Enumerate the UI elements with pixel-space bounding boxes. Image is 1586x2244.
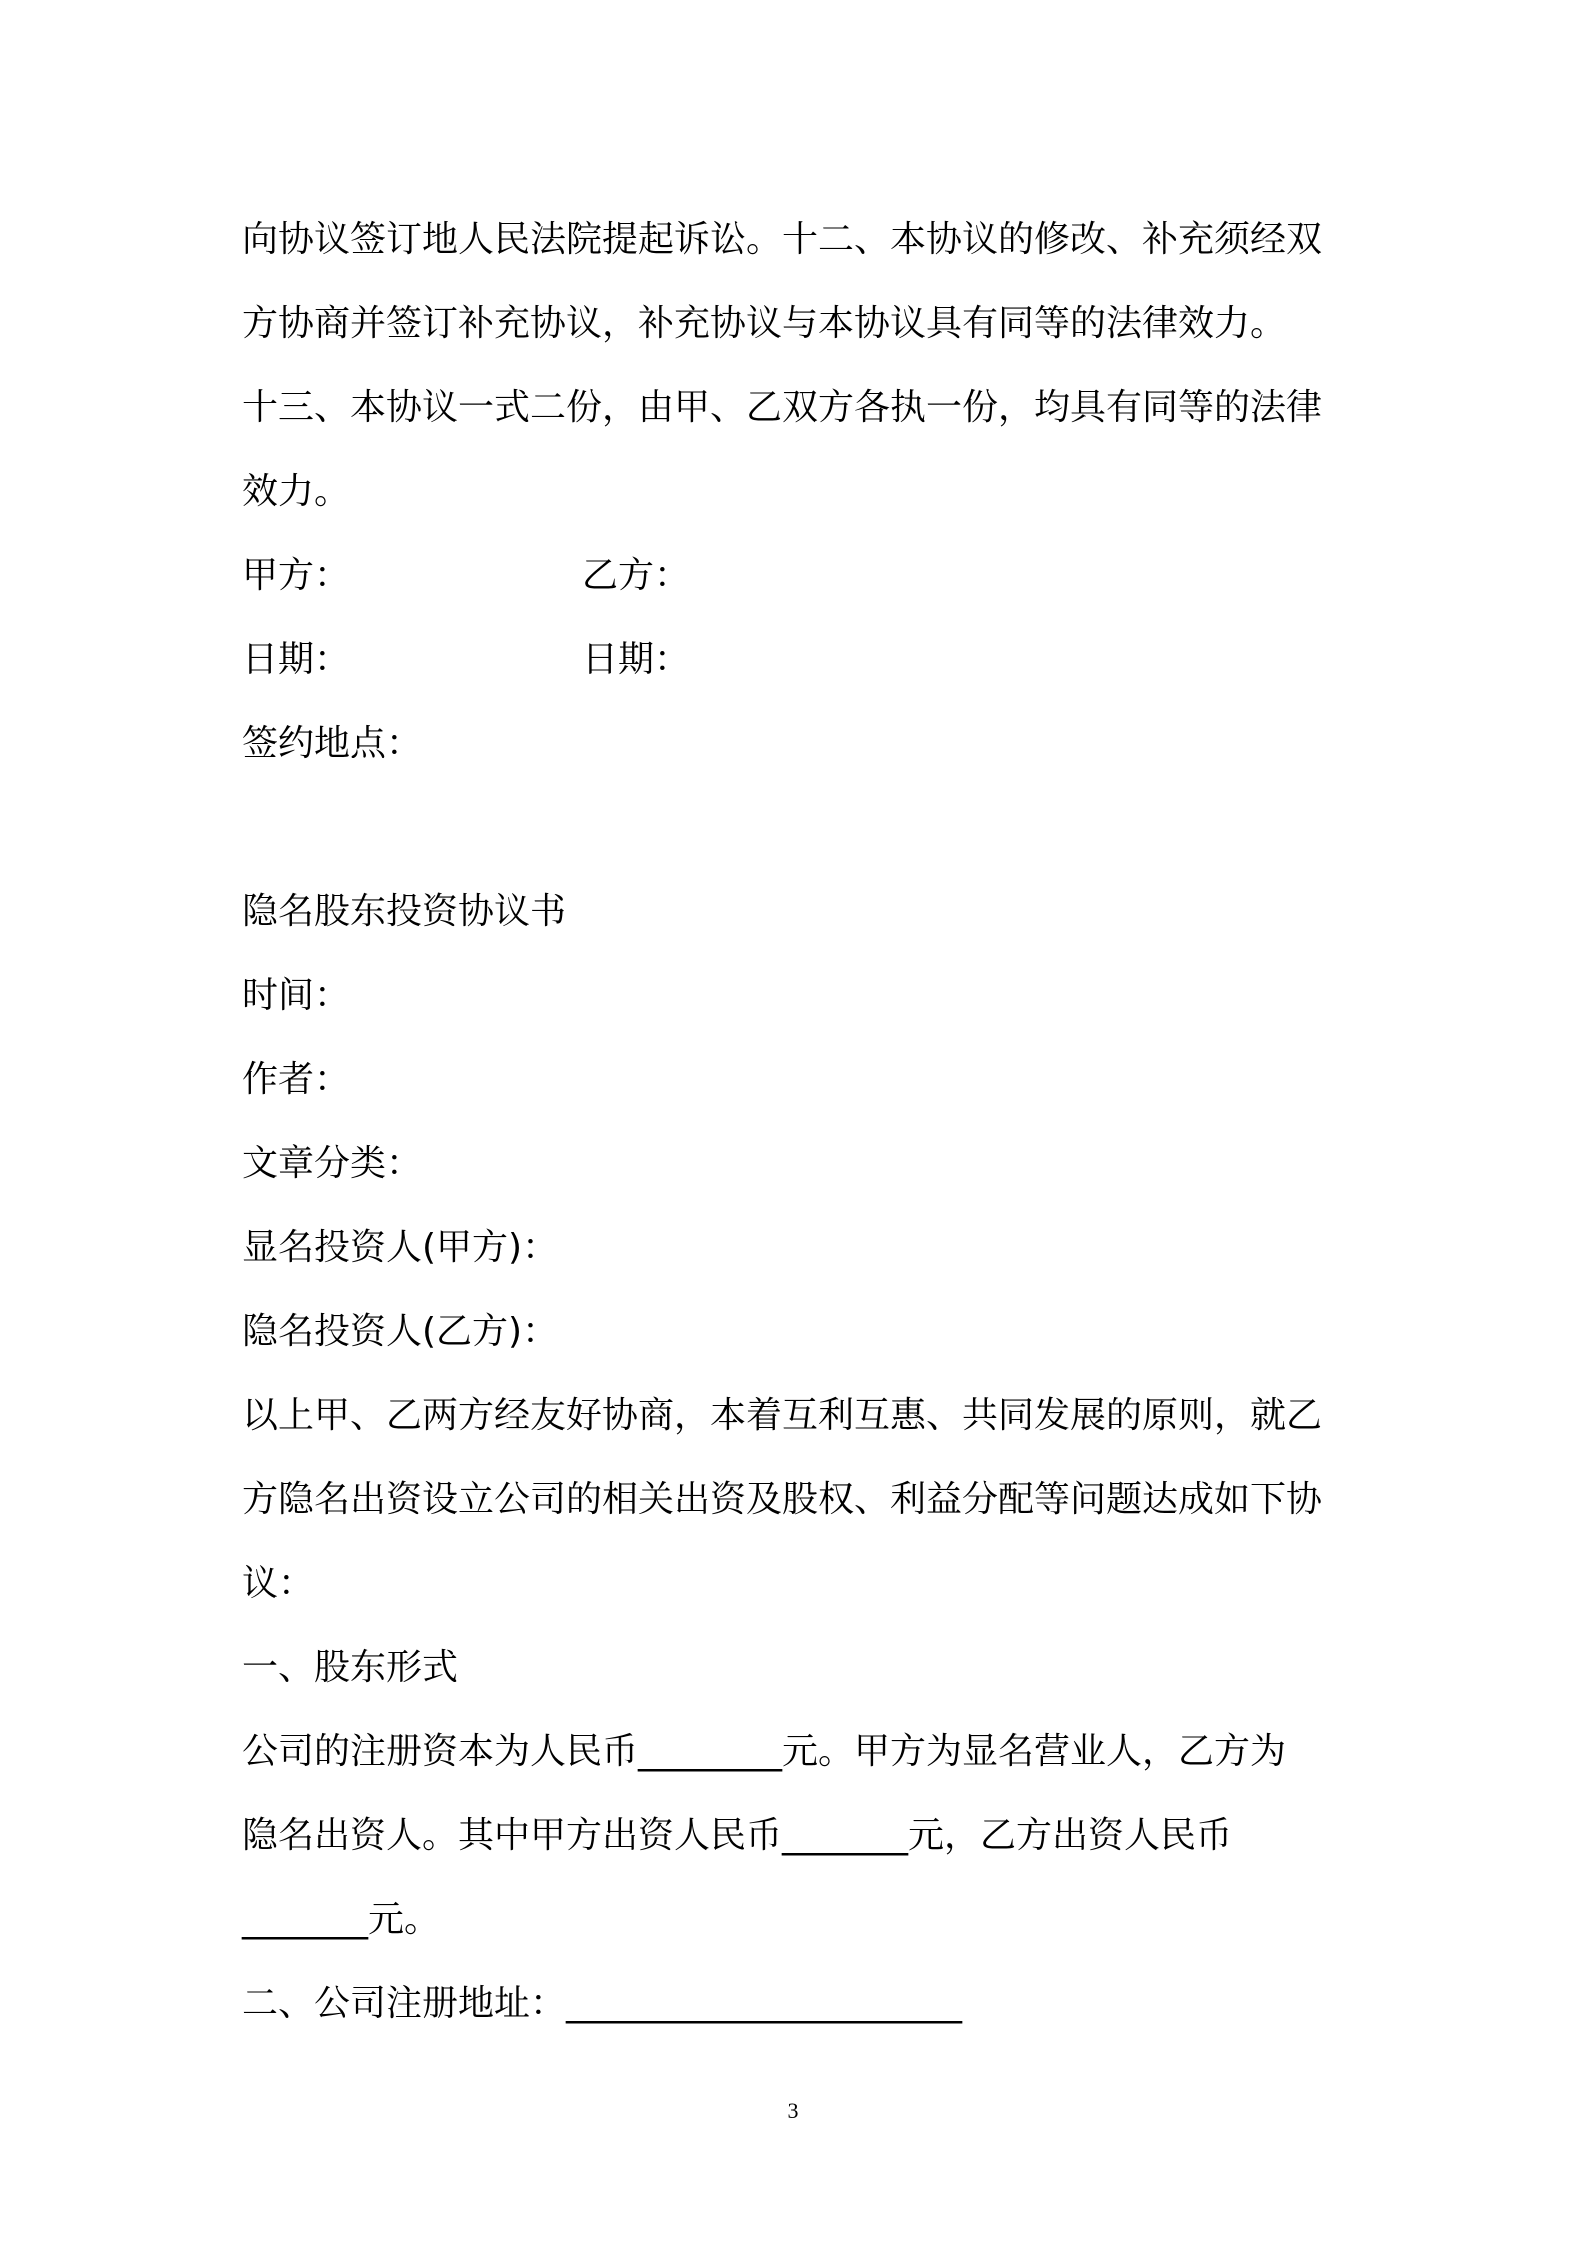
date-a-label: 日期：: [242, 639, 351, 680]
time-label: 时间：: [242, 975, 351, 1016]
document-body: [242, 198, 1362, 2046]
paragraph-line: 十三、本协议一式二份，由甲、乙双方各执一份，均具有同等的法律: [242, 387, 1323, 428]
date-b-label: 日期：: [582, 639, 691, 680]
party-b-label: 隐名投资人(乙方)：: [242, 1311, 559, 1352]
party-a-signature-label: 甲方：: [242, 555, 351, 596]
section-gap: [242, 786, 1362, 870]
paragraph-line: 方协商并签订补充协议，补充协议与本协议具有同等的法律效力。: [242, 303, 1287, 344]
agreement-title: 隐名股东投资协议书: [242, 891, 567, 932]
intro-line: 以上甲、乙两方经友好协商，本着互利互惠、共同发展的原则，就乙: [242, 1395, 1323, 1436]
intro-line: 议：: [242, 1563, 315, 1604]
section2-line: 二、公司注册地址：______________________: [242, 1983, 963, 2024]
page-number: 3: [787, 2098, 799, 2123]
party-b-signature-label: 乙方：: [582, 555, 691, 596]
party-a-label: 显名投资人(甲方)：: [242, 1227, 559, 1268]
section1-title: 一、股东形式: [242, 1647, 459, 1688]
paragraph-line: 向协议签订地人民法院提起诉讼。十二、本协议的修改、补充须经双: [242, 219, 1323, 260]
intro-line: 方隐名出资设立公司的相关出资及股权、利益分配等问题达成如下协: [242, 1479, 1323, 1520]
signature-row-parties: [242, 534, 1362, 618]
section1-line: _______元。: [242, 1899, 441, 1940]
section1-line: 隐名出资人。其中甲方出资人民币_______元，乙方出资人民币: [242, 1815, 1233, 1856]
author-label: 作者：: [242, 1059, 351, 1100]
signature-row-dates: [242, 618, 1362, 702]
category-label: 文章分类：: [242, 1143, 423, 1184]
section1-line: 公司的注册资本为人民币________元。甲方为显名营业人，乙方为: [242, 1731, 1287, 1772]
paragraph-line: 效力。: [242, 471, 351, 512]
signing-place-label: 签约地点：: [242, 723, 423, 764]
